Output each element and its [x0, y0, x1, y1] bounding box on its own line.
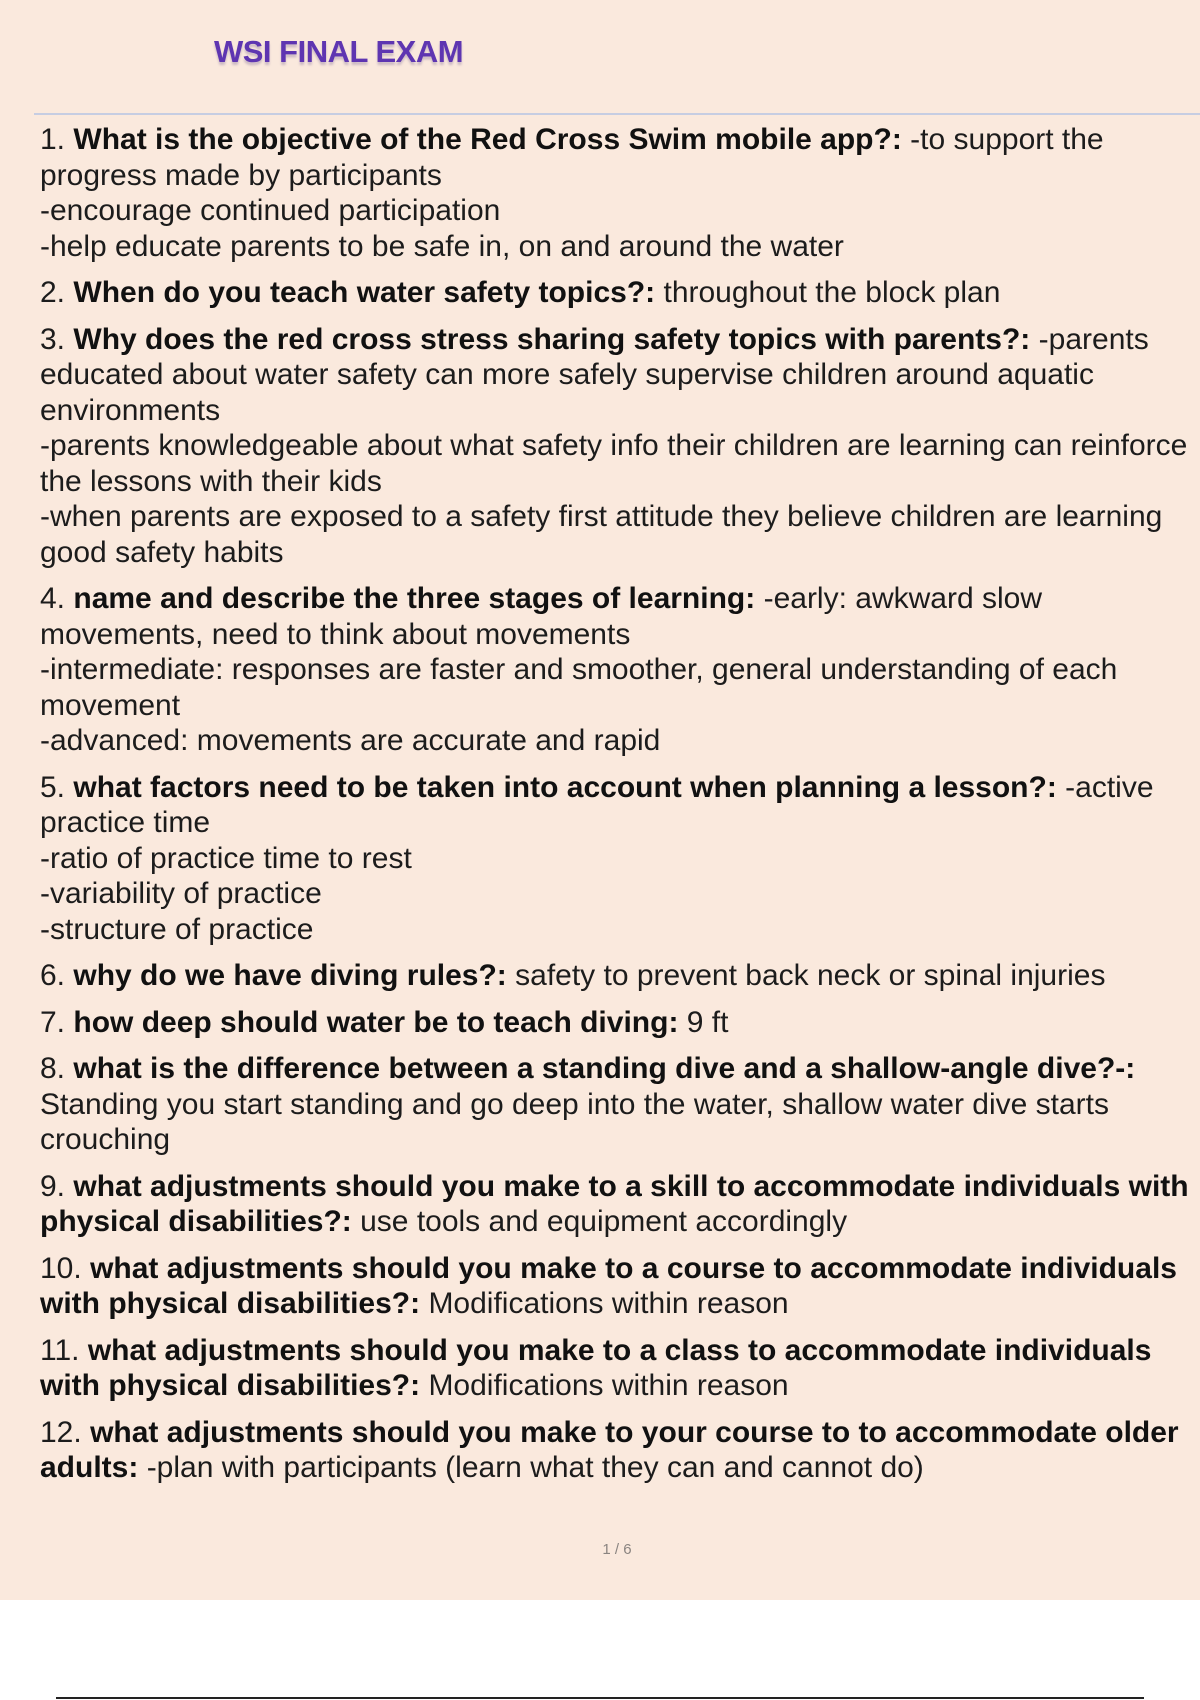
question-text: what adjustments should you make to a skill to accommodate individuals with physical disabilities?:	[40, 1169, 1189, 1238]
question-text: what adjustments should you make to a course to accommodate individuals with physical disabilities?:	[40, 1251, 1177, 1320]
question-item	[40, 322, 1196, 571]
answer-text: -early: awkward slow movements, need to think about movements -intermediate: responses are faster and smoother, general understanding of each movement -advanced: movements are accurate and rapid	[40, 582, 1118, 757]
question-text: what is the difference between a standing dive and a shallow-angle dive?-:	[73, 1052, 1136, 1085]
question-item	[40, 1051, 1196, 1158]
question-number: 4.	[40, 582, 66, 615]
answer-text: -plan with participants (learn what they can and cannot do)	[146, 1451, 924, 1484]
question-list	[40, 122, 1196, 1497]
question-number: 8.	[40, 1052, 66, 1085]
question-number: 10.	[40, 1251, 82, 1285]
title-divider	[34, 113, 1200, 115]
document-title: WSI FINAL EXAM	[214, 34, 464, 69]
question-number: 7.	[40, 1005, 66, 1039]
answer-text: -to support the progress made by participants -encourage continued participation -help educate parents to be safe in, on and around the water	[40, 123, 1104, 263]
answer-text: use tools and equipment accordingly	[360, 1205, 848, 1238]
question-text: what factors need to be taken into account when planning a lesson?:	[73, 770, 1057, 804]
question-text: When do you teach water safety topics?:	[73, 276, 656, 309]
answer-text: throughout the block plan	[663, 276, 1001, 309]
question-number: 12.	[40, 1415, 82, 1449]
answer-text: Standing you start standing and go deep into the water, shallow water dive starts crouching	[40, 1087, 1109, 1156]
answer-text: Modifications within reason	[428, 1287, 789, 1320]
question-text: why do we have diving rules?:	[73, 959, 507, 992]
question-text: Why does the red cross stress sharing safety topics with parents?:	[73, 322, 1031, 356]
question-number: 2.	[40, 276, 66, 309]
question-item	[40, 122, 1196, 264]
question-text: how deep should water be to teach diving:	[73, 1005, 679, 1039]
question-text: What is the objective of the Red Cross Swim mobile app?:	[73, 123, 902, 156]
answer-text: safety to prevent back neck or spinal injuries	[515, 959, 1106, 992]
question-number: 11.	[40, 1333, 80, 1367]
question-item	[40, 1005, 1196, 1041]
answer-text: Modifications within reason	[428, 1369, 789, 1402]
question-text: what adjustments should you make to a class to accommodate individuals with physical disabilities?:	[40, 1333, 1152, 1402]
next-page-divider	[56, 1697, 1144, 1699]
question-number: 1.	[40, 123, 66, 156]
question-text: name and describe the three stages of learning:	[73, 582, 756, 615]
question-item	[40, 958, 1196, 994]
question-item	[40, 1415, 1196, 1486]
question-number: 6.	[40, 959, 66, 992]
question-item	[40, 1169, 1196, 1240]
question-item	[40, 770, 1196, 948]
question-item	[40, 581, 1196, 759]
answer-text: -parents educated about water safety can more safely supervise children around aquatic environments -parents knowledgeable about what safety info their children are learning can reinforce the lessons with their kids -when parents are exposed to a safety first attitude they believe children are learning good safety habits	[40, 322, 1188, 569]
answer-text: 9 ft	[686, 1005, 729, 1039]
question-text: what adjustments should you make to your course to to accommodate older adults:	[40, 1415, 1179, 1484]
question-number: 9.	[40, 1169, 66, 1203]
question-item	[40, 1251, 1196, 1322]
question-number: 3.	[40, 322, 66, 356]
question-item	[40, 1333, 1196, 1404]
page-number: 1 / 6	[602, 1541, 632, 1558]
question-number: 5.	[40, 770, 66, 804]
question-item	[40, 275, 1196, 311]
answer-text: -active practice time -ratio of practice time to rest -variability of practice -structure of practice	[40, 770, 1154, 946]
